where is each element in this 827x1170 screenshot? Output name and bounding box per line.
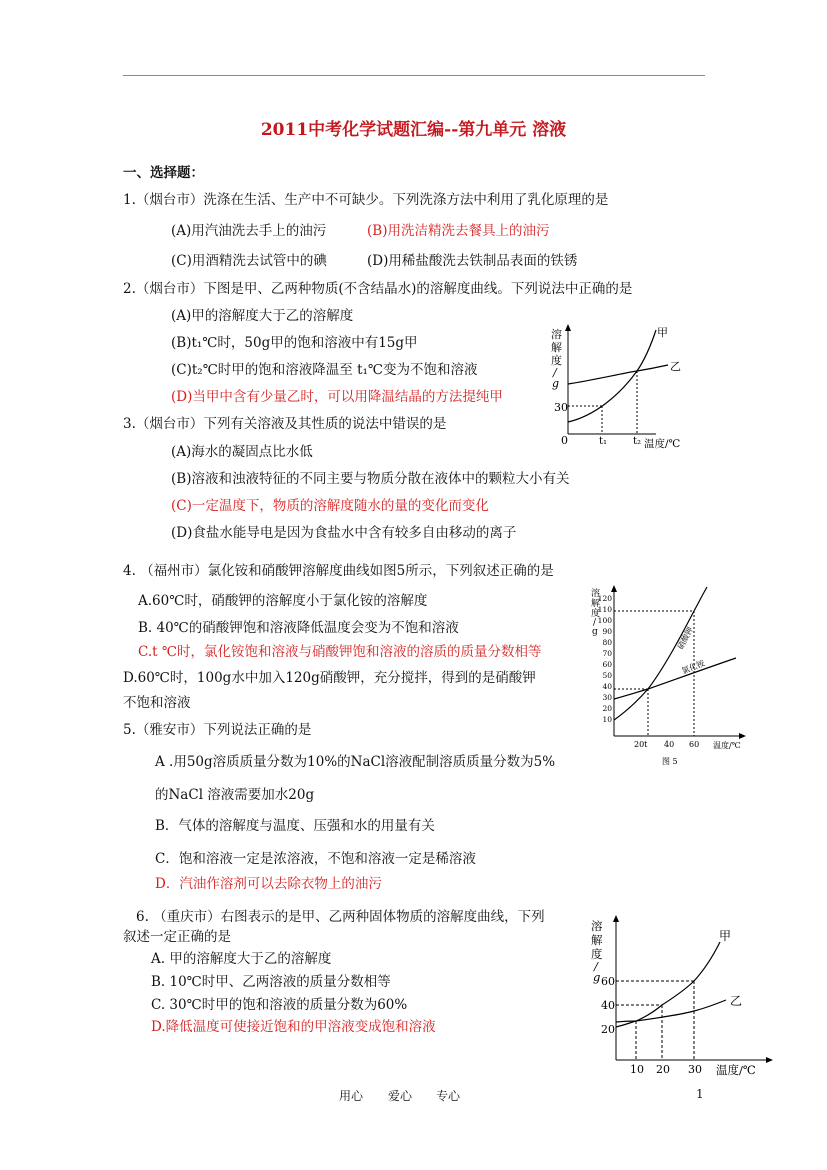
g2-ylabel-4: g: [592, 627, 598, 637]
question-6-stem-cont: 叙述一定正确的是: [123, 929, 231, 945]
q1-option-a: (A)用汽油洗去手上的油污: [171, 223, 327, 239]
q2-option-b: (B)t₁℃时，50g甲的饱和溶液中有15g甲: [171, 335, 418, 351]
g2-ylabel-0: 溶: [591, 589, 601, 599]
g1-origin: 0: [561, 434, 568, 447]
g2-ytick-110: 110: [597, 605, 612, 614]
g3-ylabel-4: g: [593, 970, 601, 984]
g1-ylabel-3: /: [553, 366, 557, 379]
q2-option-a: (A)甲的溶解度大于乙的溶解度: [171, 308, 354, 324]
g2-series-nh4cl: 氯化铵: [680, 658, 707, 676]
g2-xlabel: 温度/℃: [713, 741, 741, 750]
q5-option-b: B．气体的溶解度与温度、压强和水的用量有关: [155, 818, 435, 834]
q5-option-a-cont: 的NaCl 溶液需要加水20g: [155, 787, 315, 803]
g2-curve-kno3: [614, 587, 707, 720]
g2-y-arrow: [611, 585, 617, 592]
g2-ytick-90: 90: [602, 627, 612, 636]
q3-option-a: (A)海水的凝固点比水低: [171, 444, 313, 460]
g2-ylabel-1: 解: [591, 599, 601, 609]
q1-option-b: (B)用洗洁精洗去餐具上的油污: [367, 223, 550, 239]
g3-ytick-40: 40: [601, 999, 615, 1012]
q3-option-b: (B)溶液和浊液特征的不同主要与物质分散在液体中的颗粒大小有关: [171, 471, 570, 487]
solubility-graph-2: [586, 584, 756, 768]
g1-ylabel-4: g: [552, 377, 560, 390]
g3-x-arrow: [766, 1057, 773, 1063]
solubility-graph-3: [588, 910, 784, 1078]
g3-series-jia: 甲: [719, 929, 732, 943]
question-3-stem: 3.（烟台市）下列有关溶液及其性质的说法中错误的是: [123, 416, 447, 432]
g2-ytick-20: 20: [602, 704, 612, 713]
q6-option-c: C. 30℃时甲的饱和溶液的质量分数为60%: [151, 997, 408, 1013]
g2-caption: 图 5: [662, 757, 678, 766]
g3-ylabel-0: 溶: [591, 919, 603, 933]
g1-series-jia: 甲: [657, 326, 668, 339]
g2-curve-nh4cl: [614, 658, 736, 699]
g2-ytick-30: 30: [602, 693, 612, 702]
g1-ylabel-2: 度: [551, 354, 562, 367]
solubility-graph-1: [544, 322, 684, 450]
q2-option-c: (C)t₂℃时甲的饱和溶液降温至 t₁℃变为不饱和溶液: [171, 362, 478, 378]
question-5-stem: 5.（雅安市）下列说法正确的是: [123, 722, 312, 738]
g3-series-yi: 乙: [730, 994, 743, 1008]
q3-option-c: (C)一定温度下，物质的溶解度随水的量的变化而变化: [171, 498, 489, 514]
g1-series-yi: 乙: [670, 360, 681, 373]
g1-ylabel-1: 解: [551, 341, 562, 354]
q3-option-d: (D)食盐水能导电是因为食盐水中含有较多自由移动的离子: [171, 525, 517, 541]
g2-series-kno3: 硝酸钾: [675, 625, 696, 651]
g2-ytick-70: 70: [602, 649, 612, 658]
question-2-stem: 2.（烟台市）下图是甲、乙两种物质(不含结晶水)的溶解度曲线。下列说法中正确的是: [123, 281, 633, 297]
q4-option-d-cont: 不饱和溶液: [123, 695, 191, 711]
q5-option-d: D．汽油作溶剂可以去除衣物上的油污: [155, 876, 382, 892]
q1-option-d: (D)用稀盐酸洗去铁制品表面的铁锈: [367, 253, 578, 269]
q4-option-b: B. 40℃的硝酸钾饱和溶液降低温度会变为不饱和溶液: [138, 620, 459, 636]
q4-option-c: C.t ℃时，氯化铵饱和溶液与硝酸钾饱和溶液的溶质的质量分数相等: [138, 644, 542, 660]
q4-option-a: A.60℃时，硝酸钾的溶解度小于氯化铵的溶解度: [138, 593, 428, 609]
g3-xtick-20: 20: [656, 1063, 670, 1076]
q5-option-c: C．饱和溶液一定是浓溶液，不饱和溶液一定是稀溶液: [155, 851, 476, 867]
g3-ylabel-3: /: [594, 959, 598, 973]
g2-xtick-40: 40: [664, 740, 675, 749]
g2-ytick-100: 100: [597, 616, 612, 625]
g2-ytick-80: 80: [602, 638, 612, 647]
g2-x-arrow: [739, 733, 746, 739]
question-1-stem: 1.（烟台市）洗涤在生活、生产中不可缺少。下列洗涤方法中利用了乳化原理的是: [123, 192, 609, 208]
q1-option-c: (C)用酒精洗去试管中的碘: [171, 253, 327, 269]
section-heading: 一、选择题：: [123, 165, 204, 181]
g2-ytick-120: 120: [597, 594, 612, 603]
q6-option-a: A. 甲的溶解度大于乙的溶解度: [151, 951, 332, 967]
header-rule: [123, 75, 705, 76]
g3-y-arrow: [613, 915, 619, 922]
question-6-stem: 6. （重庆市）右图表示的是甲、乙两种固体物质的溶解度曲线，下列: [136, 909, 545, 925]
g3-ytick-20: 20: [601, 1023, 615, 1036]
q4-option-d: D.60℃时，100g水中加入120g硝酸钾，充分搅拌，得到的是硝酸钾: [123, 670, 536, 686]
q6-option-b: B. 10℃时甲、乙两溶液的质量分数相等: [151, 974, 391, 990]
g1-ylabel-0: 溶: [551, 328, 562, 341]
g3-ytick-60: 60: [601, 975, 615, 988]
g2-ylabel-2: 度: [591, 609, 601, 619]
footer-middle: 爱心: [388, 1089, 413, 1103]
g1-xtick-t1: t₁: [599, 436, 608, 447]
g1-ytick-30: 30: [554, 401, 568, 414]
page-number: 1: [696, 1087, 704, 1101]
g3-xtick-10: 10: [630, 1063, 644, 1076]
footer-right: 专心: [436, 1089, 461, 1103]
g1-curve-yi: [568, 365, 668, 384]
g2-ytick-10: 10: [602, 715, 612, 724]
g3-xlabel: 温度/℃: [716, 1063, 756, 1077]
g1-xlabel: 温度/℃: [644, 438, 681, 450]
q2-option-d: (D)当甲中含有少量乙时，可以用降温结晶的方法提纯甲: [171, 389, 503, 405]
footer-left: 用心: [339, 1089, 364, 1103]
g3-ylabel-1: 解: [591, 933, 603, 947]
page-title: 2011中考化学试题汇编--第九单元 溶液: [260, 120, 567, 140]
q5-option-a: A .用50g溶质质量分数为10%的NaCl溶液配制溶质质量分数为5%: [155, 754, 556, 770]
g3-curve-yi: [616, 1000, 726, 1022]
g1-xtick-t2: t₂: [633, 436, 642, 447]
g2-ytick-40: 40: [602, 682, 612, 691]
q6-option-d: D.降低温度可使接近饱和的甲溶液变成饱和溶液: [151, 1019, 436, 1035]
g2-ytick-60: 60: [602, 660, 612, 669]
question-4-stem: 4. （福州市）氯化铵和硝酸钾溶解度曲线如图5所示，下列叙述正确的是: [123, 563, 554, 579]
g3-xtick-30: 30: [688, 1063, 702, 1076]
g2-ylabel-3: /: [593, 618, 597, 628]
g2-xtick-60: 60: [689, 740, 700, 749]
g1-y-arrow: [565, 324, 571, 331]
g2-xtick-20t: 20t: [634, 740, 648, 749]
g2-ytick-50: 50: [602, 671, 612, 680]
g3-curve-jia: [616, 942, 720, 1027]
g3-ylabel-2: 度: [591, 947, 603, 961]
